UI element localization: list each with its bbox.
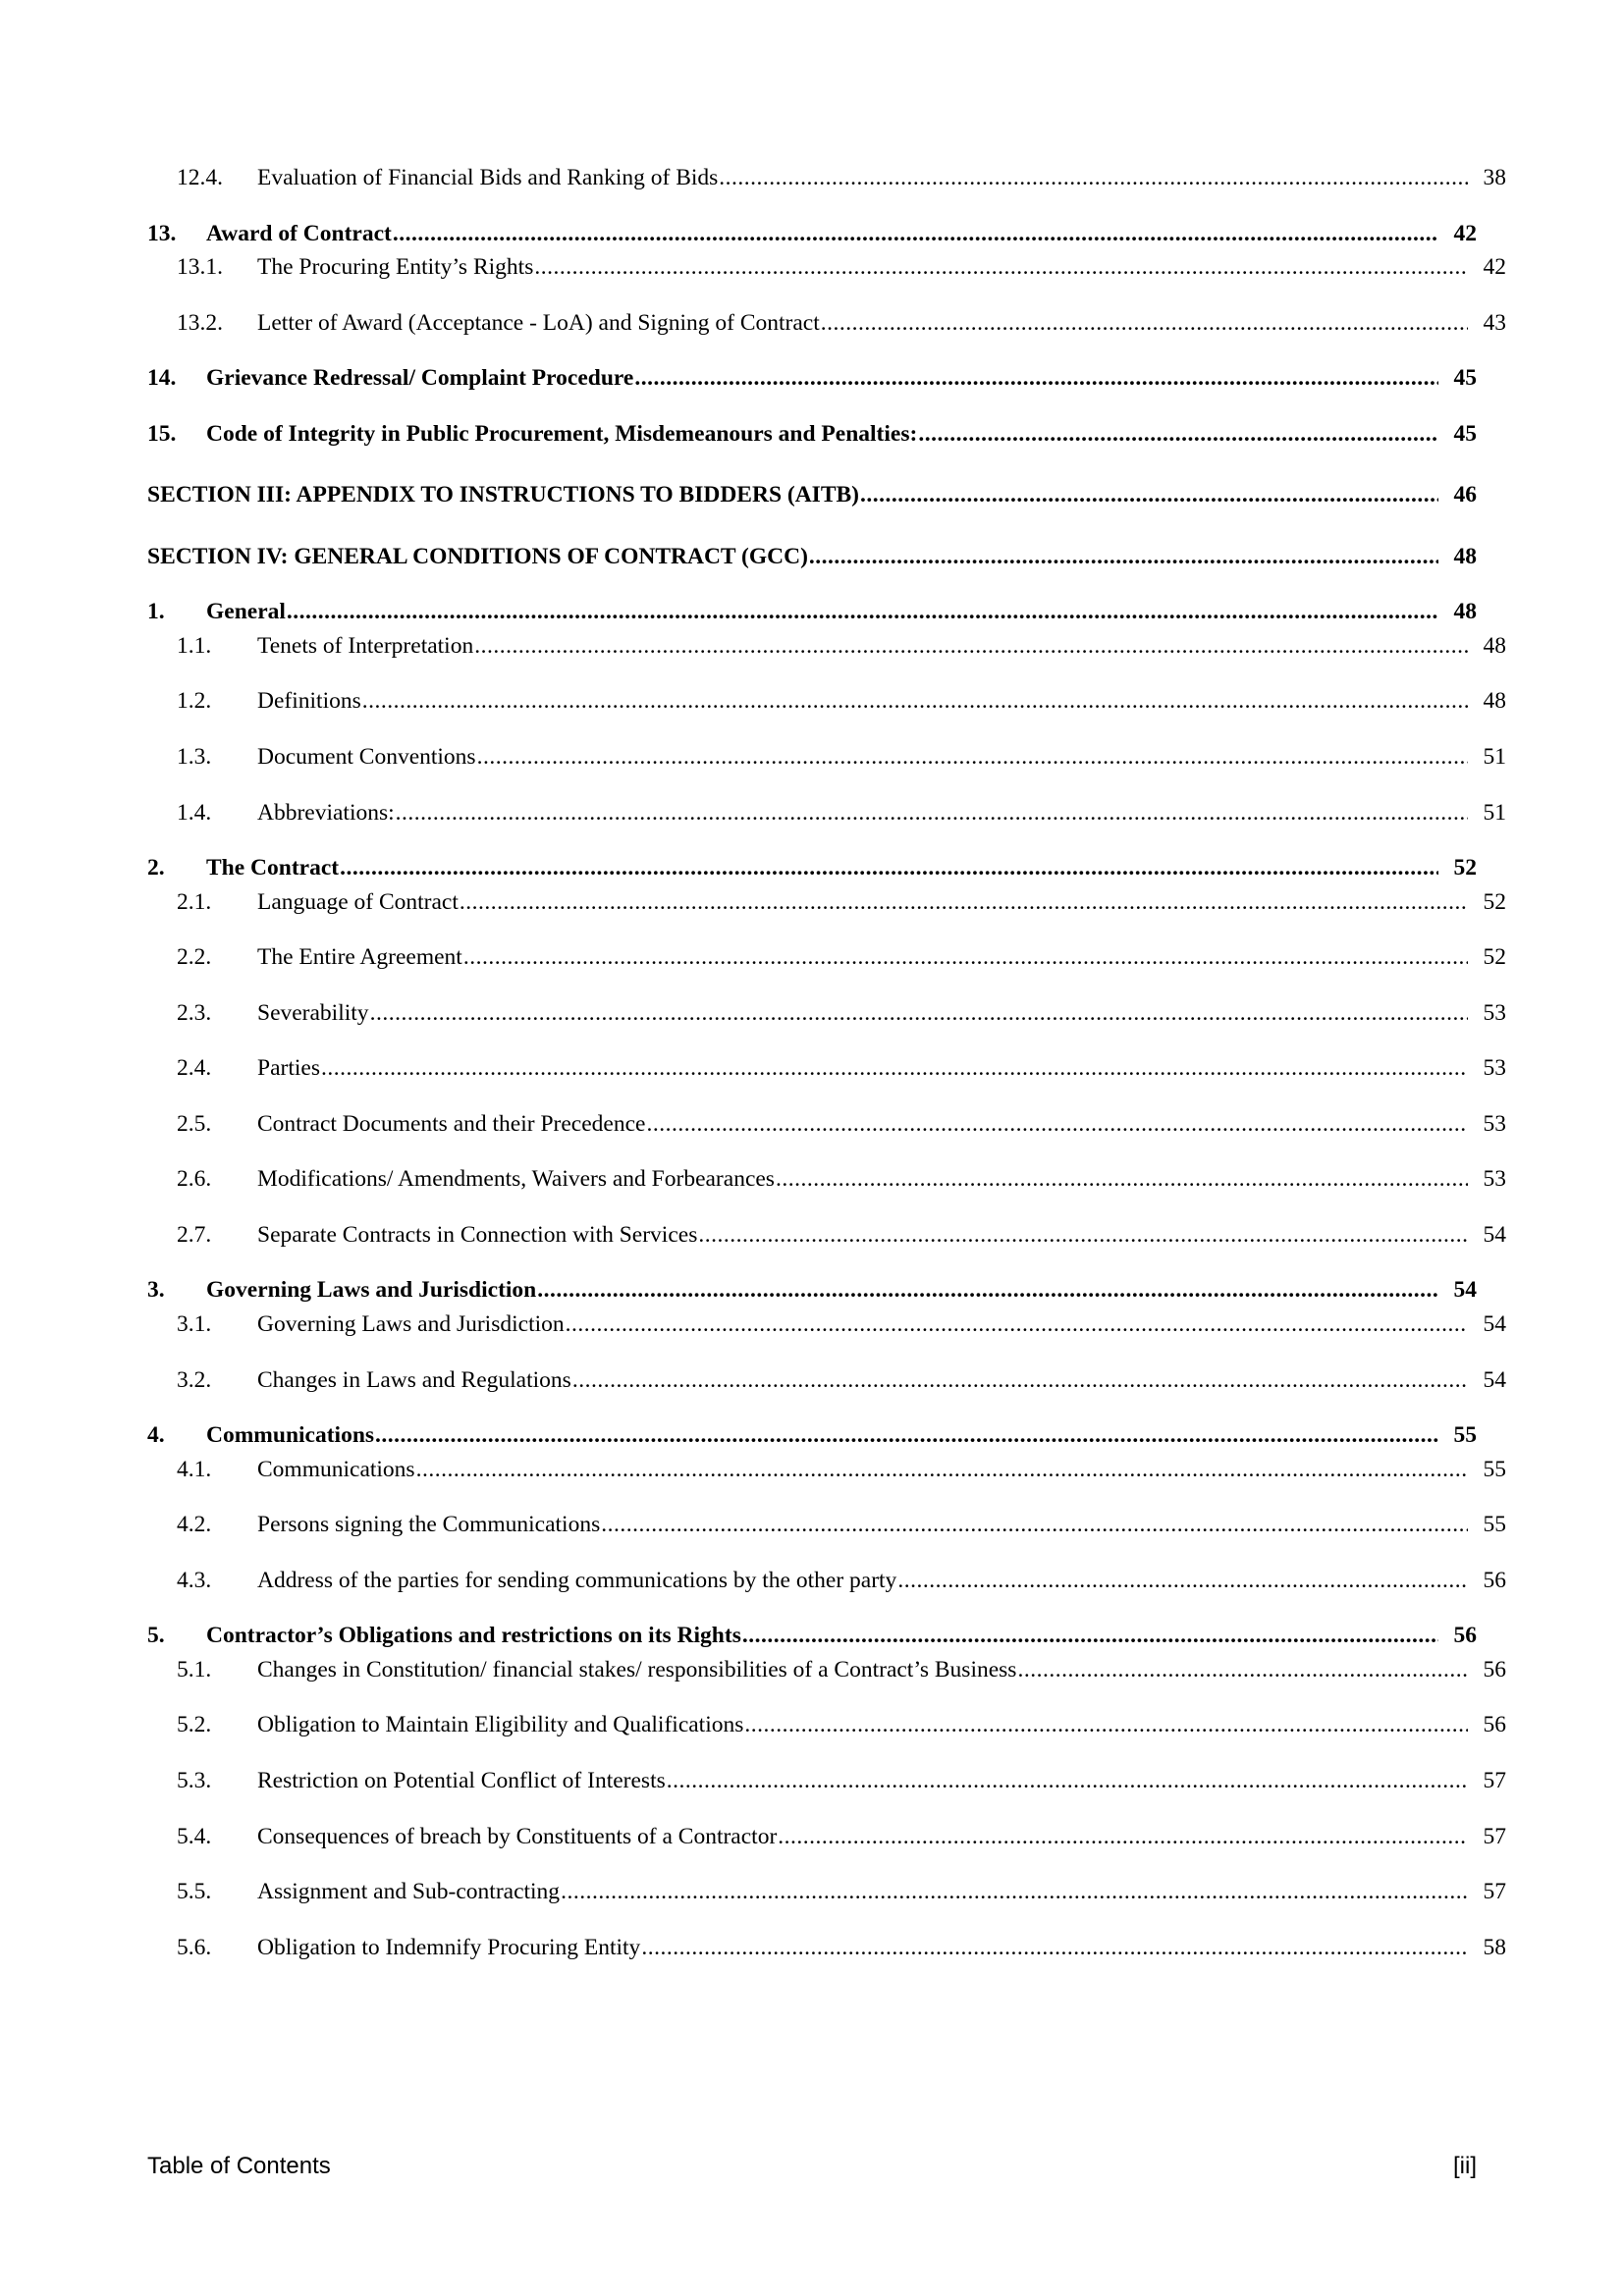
- toc-entry-page: 48: [1453, 599, 1477, 625]
- toc-entry-page: 46: [1453, 482, 1477, 508]
- toc-entry-page: 55: [1483, 1456, 1506, 1482]
- toc-entry-number: 3.: [147, 1277, 165, 1304]
- toc-leader-dots: [667, 1770, 1468, 1793]
- toc-entry[interactable]: [177, 1053, 1506, 1084]
- toc-entry-title: Separate Contracts in Connection with Services: [257, 1221, 698, 1248]
- toc-entry-page: 38: [1483, 165, 1506, 190]
- toc-entry[interactable]: [177, 798, 1506, 828]
- toc-entry-title: Assignment and Sub-contracting: [257, 1879, 561, 1905]
- toc-entry-page: 45: [1453, 420, 1477, 447]
- toc-entry-number: 13.1.: [177, 254, 223, 281]
- toc-entry-title: The Entire Agreement: [257, 944, 462, 971]
- toc-leader-dots: [634, 367, 1438, 391]
- toc-leader-dots: [572, 1369, 1468, 1393]
- toc-entry[interactable]: [177, 887, 1506, 918]
- toc-entry-page: 56: [1483, 1656, 1506, 1682]
- toc-entry[interactable]: [147, 363, 1477, 394]
- toc-entry[interactable]: [177, 1164, 1506, 1195]
- toc-entry-title: Tenets of Interpretation: [257, 632, 474, 659]
- toc-leader-dots: [809, 546, 1438, 569]
- toc-entry-number: 5.5.: [177, 1879, 212, 1905]
- toc-leader-dots: [742, 1625, 1438, 1648]
- toc-entry-title: Abbreviations:: [257, 799, 395, 826]
- toc-entry-page: 54: [1483, 1311, 1506, 1338]
- toc-entry-number: 1.2.: [177, 688, 212, 715]
- toc-entry-number: 2.1.: [177, 888, 212, 915]
- toc-leader-dots: [370, 1002, 1468, 1026]
- toc-leader-dots: [362, 690, 1468, 714]
- toc-entry-title: The Procuring Entity’s Rights: [257, 254, 534, 281]
- toc-entry-title: Code of Integrity in Public Procurement, Misdemeanours and Penalties:: [206, 420, 918, 447]
- toc-entry-number: 12.4.: [177, 165, 223, 190]
- toc-entry[interactable]: [177, 1766, 1506, 1796]
- toc-entry[interactable]: [147, 419, 1477, 450]
- toc-entry[interactable]: [177, 1109, 1506, 1140]
- toc-entry-page: 53: [1483, 1055, 1506, 1082]
- toc-entry-title: Persons signing the Communications: [257, 1512, 601, 1538]
- toc-entry-title: Letter of Award (Acceptance - LoA) and Signing of Contract: [257, 309, 820, 336]
- toc-leader-dots: [396, 802, 1468, 826]
- toc-entry-page: 56: [1483, 1567, 1506, 1593]
- toc-entry-page: 53: [1483, 1166, 1506, 1193]
- toc-entry-page: 42: [1453, 220, 1477, 246]
- toc-entry-title: Obligation to Indemnify Procuring Entity: [257, 1934, 641, 1960]
- toc-entry-number: 2.: [147, 855, 165, 881]
- toc-entry-page: 55: [1483, 1512, 1506, 1538]
- toc-entry-number: 13.: [147, 220, 177, 246]
- toc-entry-number: 14.: [147, 365, 177, 392]
- toc-entry-title: Parties: [257, 1055, 320, 1082]
- toc-entry-page: 42: [1483, 254, 1506, 281]
- toc-entry[interactable]: [177, 1220, 1506, 1251]
- toc-entry-title: Contractor’s Obligations and restrictions on its Rights: [206, 1623, 741, 1649]
- toc-entry-page: 54: [1453, 1277, 1477, 1304]
- toc-leader-dots: [393, 223, 1438, 246]
- toc-leader-dots: [646, 1113, 1468, 1137]
- toc-entry-title: Severability: [257, 999, 369, 1026]
- toc-entry[interactable]: [147, 219, 1477, 249]
- toc-entry-number: 1.4.: [177, 799, 212, 826]
- toc-entry-title: Modifications/ Amendments, Waivers and Forbearances: [257, 1166, 775, 1193]
- toc-entry[interactable]: [177, 1933, 1506, 1963]
- toc-entry[interactable]: [147, 542, 1477, 572]
- toc-entry-title: Governing Laws and Jurisdiction: [206, 1277, 537, 1304]
- toc-entry-title: Communications: [257, 1456, 415, 1482]
- toc-entry-number: 1.3.: [177, 744, 212, 771]
- toc-leader-dots: [776, 1168, 1468, 1192]
- toc-entry[interactable]: [177, 631, 1506, 662]
- toc-entry-number: 5.1.: [177, 1656, 212, 1682]
- toc-entry-number: 4.: [147, 1422, 165, 1449]
- toc-leader-dots: [375, 1424, 1438, 1448]
- table-of-contents: [147, 163, 1506, 1962]
- toc-entry[interactable]: [147, 480, 1477, 510]
- toc-entry-title: Document Conventions: [257, 744, 476, 771]
- toc-entry-title: SECTION IV: GENERAL CONDITIONS OF CONTRACT (GCC): [147, 543, 808, 569]
- toc-entry-page: 53: [1483, 1110, 1506, 1137]
- toc-entry[interactable]: [177, 742, 1506, 773]
- toc-entry-number: 2.3.: [177, 999, 212, 1026]
- toc-entry-number: 3.1.: [177, 1311, 212, 1338]
- toc-entry-title: Address of the parties for sending communications by the other party: [257, 1567, 897, 1593]
- toc-leader-dots: [744, 1714, 1468, 1737]
- toc-entry[interactable]: [177, 1655, 1506, 1685]
- toc-entry-page: 53: [1483, 999, 1506, 1026]
- toc-entry-page: 57: [1483, 1879, 1506, 1905]
- toc-entry-number: 4.3.: [177, 1567, 212, 1593]
- toc-entry[interactable]: [147, 853, 1477, 883]
- toc-entry-page: 54: [1483, 1221, 1506, 1248]
- toc-entry[interactable]: [177, 163, 1506, 193]
- toc-entry-page: 54: [1483, 1366, 1506, 1393]
- toc-entry-page: 43: [1483, 309, 1506, 336]
- toc-entry-title: Restriction on Potential Conflict of Interests: [257, 1767, 666, 1793]
- toc-entry-number: 15.: [147, 420, 177, 447]
- toc-entry-number: 3.2.: [177, 1366, 212, 1393]
- toc-leader-dots: [460, 891, 1468, 915]
- toc-leader-dots: [537, 1279, 1438, 1303]
- toc-entry[interactable]: [147, 1621, 1477, 1651]
- toc-entry-page: 51: [1483, 744, 1506, 771]
- toc-entry[interactable]: [177, 252, 1506, 283]
- toc-entry-title: Language of Contract: [257, 888, 459, 915]
- toc-entry-page: 51: [1483, 799, 1506, 826]
- toc-entry-number: 5.: [147, 1623, 165, 1649]
- toc-entry-page: 52: [1453, 855, 1477, 881]
- toc-entry-title: SECTION III: APPENDIX TO INSTRUCTIONS TO BIDDERS (AITB): [147, 482, 860, 508]
- toc-entry[interactable]: [177, 1710, 1506, 1740]
- toc-leader-dots: [561, 1881, 1468, 1904]
- toc-leader-dots: [860, 484, 1438, 507]
- toc-entry-page: 48: [1483, 632, 1506, 659]
- toc-entry-page: 56: [1483, 1712, 1506, 1738]
- toc-leader-dots: [897, 1570, 1468, 1593]
- toc-entry-title: Communications: [206, 1422, 375, 1449]
- toc-entry[interactable]: [177, 1877, 1506, 1907]
- toc-leader-dots: [566, 1313, 1468, 1337]
- toc-leader-dots: [534, 256, 1468, 280]
- toc-entry-number: 1.: [147, 599, 165, 625]
- toc-entry-title: Definitions: [257, 688, 361, 715]
- toc-entry[interactable]: [177, 942, 1506, 973]
- toc-entry-number: 4.1.: [177, 1456, 212, 1482]
- toc-entry[interactable]: [177, 1566, 1506, 1596]
- toc-leader-dots: [698, 1224, 1468, 1248]
- toc-entry-page: 56: [1453, 1623, 1477, 1649]
- toc-entry-title: Consequences of breach by Constituents of a Contractor: [257, 1823, 778, 1849]
- toc-entry-title: Evaluation of Financial Bids and Ranking of Bids: [257, 165, 719, 190]
- toc-entry-number: 1.1.: [177, 632, 212, 659]
- toc-leader-dots: [477, 746, 1468, 770]
- toc-entry-number: 13.2.: [177, 309, 223, 336]
- toc-entry-number: 2.2.: [177, 944, 212, 971]
- toc-entry-title: Grievance Redressal/ Complaint Procedure: [206, 365, 634, 392]
- toc-leader-dots: [1017, 1659, 1468, 1682]
- toc-entry[interactable]: [177, 686, 1506, 717]
- toc-entry[interactable]: [177, 1822, 1506, 1852]
- toc-entry[interactable]: [147, 597, 1477, 627]
- toc-entry-title: Award of Contract: [206, 220, 392, 246]
- toc-entry-page: 55: [1453, 1422, 1477, 1449]
- toc-entry[interactable]: [177, 998, 1506, 1029]
- toc-entry-title: Changes in Laws and Regulations: [257, 1366, 571, 1393]
- page-footer: [147, 2153, 1477, 2180]
- toc-entry-number: 5.3.: [177, 1767, 212, 1793]
- page-number: [ii]: [1453, 2153, 1477, 2179]
- toc-leader-dots: [918, 423, 1438, 447]
- toc-entry-number: 4.2.: [177, 1512, 212, 1538]
- toc-entry-title: Governing Laws and Jurisdiction: [257, 1311, 565, 1338]
- toc-entry-number: 5.2.: [177, 1712, 212, 1738]
- toc-entry-number: 2.6.: [177, 1166, 212, 1193]
- toc-entry[interactable]: [147, 1420, 1477, 1451]
- toc-leader-dots: [601, 1514, 1468, 1537]
- toc-entry[interactable]: [177, 1309, 1506, 1340]
- toc-entry[interactable]: [177, 1510, 1506, 1540]
- toc-leader-dots: [821, 312, 1468, 336]
- toc-entry-page: 48: [1453, 543, 1477, 569]
- toc-entry-page: 52: [1483, 888, 1506, 915]
- footer-label: Table of Contents: [147, 2153, 331, 2179]
- toc-entry-number: 2.7.: [177, 1221, 212, 1248]
- toc-leader-dots: [719, 167, 1468, 190]
- toc-entry-number: 2.4.: [177, 1055, 212, 1082]
- toc-entry[interactable]: [177, 308, 1506, 339]
- toc-leader-dots: [641, 1937, 1468, 1960]
- toc-entry-page: 57: [1483, 1823, 1506, 1849]
- toc-leader-dots: [340, 857, 1438, 881]
- toc-entry[interactable]: [177, 1365, 1506, 1396]
- toc-entry-page: 45: [1453, 365, 1477, 392]
- toc-entry[interactable]: [147, 1275, 1477, 1306]
- toc-entry-page: 57: [1483, 1767, 1506, 1793]
- toc-leader-dots: [416, 1459, 1468, 1482]
- toc-entry-title: Changes in Constitution/ financial stakes/ responsibilities of a Contract’s Business: [257, 1656, 1017, 1682]
- toc-entry-page: 52: [1483, 944, 1506, 971]
- toc-entry-page: 48: [1483, 688, 1506, 715]
- toc-entry-title: The Contract: [206, 855, 340, 881]
- toc-leader-dots: [778, 1826, 1468, 1849]
- toc-entry-number: 5.6.: [177, 1934, 212, 1960]
- toc-entry-page: 58: [1483, 1934, 1506, 1960]
- toc-entry-number: 5.4.: [177, 1823, 212, 1849]
- toc-entry-title: Obligation to Maintain Eligibility and Qualifications: [257, 1712, 744, 1738]
- toc-leader-dots: [474, 635, 1468, 659]
- toc-leader-dots: [463, 946, 1468, 970]
- toc-entry-number: 2.5.: [177, 1110, 212, 1137]
- toc-entry-title: General: [206, 599, 286, 625]
- toc-entry-title: Contract Documents and their Precedence: [257, 1110, 646, 1137]
- toc-entry[interactable]: [177, 1455, 1506, 1485]
- toc-leader-dots: [287, 601, 1438, 624]
- toc-leader-dots: [321, 1057, 1468, 1081]
